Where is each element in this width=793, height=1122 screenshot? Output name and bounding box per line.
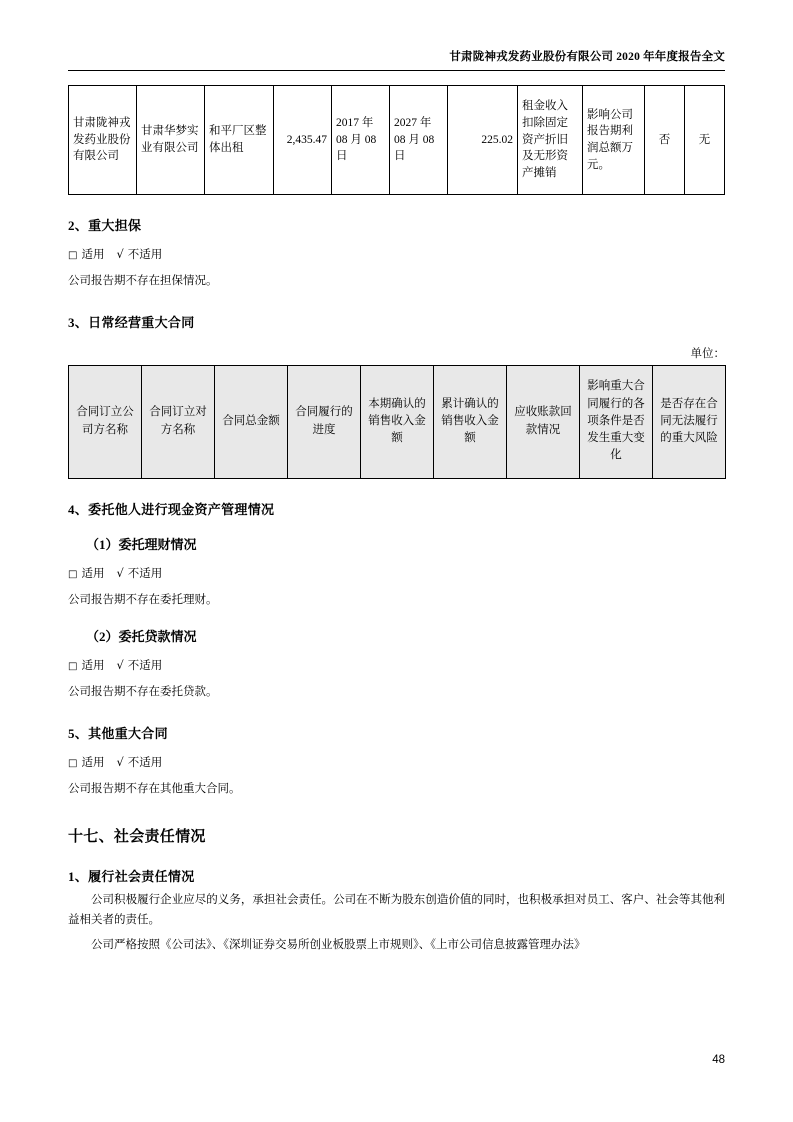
lease-end-date: 2027 年 08 月 08 日 bbox=[390, 86, 448, 195]
checkbox-empty-icon[interactable]: □ bbox=[68, 661, 78, 673]
oc-applicable-label: 适用 bbox=[81, 756, 105, 769]
section-title-other-contracts: 5、其他重大合同 bbox=[68, 725, 168, 741]
guarantee-applicable-label: 适用 bbox=[81, 249, 105, 261]
page-number: 48 bbox=[712, 1054, 725, 1066]
table-unit-label: 单位： bbox=[690, 347, 725, 360]
col-header-total-amount: 合同总金额 bbox=[215, 365, 288, 478]
col-header-condition-change: 影响重大合同履行的各项条件是否发生重大变化 bbox=[580, 365, 653, 478]
section-title-guarantee: 2、重大担保 bbox=[68, 218, 142, 233]
subsection-title-fulfilling-social-responsibility: 1、履行社会责任情况 bbox=[68, 869, 195, 885]
page-content bbox=[68, 48, 725, 956]
col-header-cumulative-revenue: 累计确认的销售收入金额 bbox=[434, 365, 507, 478]
checkbox-empty-icon[interactable]: □ bbox=[68, 250, 78, 261]
col-header-party-a: 合同订立公司方名称 bbox=[69, 365, 142, 478]
social-paragraph-2: 公司严格按照《公司法》、《深圳证券交易所创业板股票上市规则》、《上市公司信息披露管理办法》 bbox=[91, 939, 586, 952]
other-contracts-note: 公司报告期不存在其他重大合同。 bbox=[68, 782, 241, 795]
guarantee-not-applicable-label: 不适用 bbox=[127, 249, 163, 261]
header-divider bbox=[68, 70, 725, 71]
check-mark-icon[interactable]: √ bbox=[116, 247, 124, 261]
guarantee-note: 公司报告期不存在担保情况。 bbox=[68, 275, 218, 287]
check-mark-icon[interactable]: √ bbox=[116, 565, 124, 580]
lease-asset: 和平厂区整体出租 bbox=[205, 86, 274, 195]
lessor-name: 甘肃陇神戎发药业股份有限公司 bbox=[69, 86, 137, 195]
entrusted-loans-applicability bbox=[68, 657, 725, 673]
social-paragraph-1: 公司积极履行企业应尽的义务，承担社会责任。公司在不断为股东创造价值的同时，也积极承担对员工、客户、社会等其他利益相关者的责任。 bbox=[68, 894, 725, 926]
col-header-progress: 合同履行的进度 bbox=[288, 365, 361, 478]
income-basis: 租金收入扣除固定资产折旧及无形资产摊销 bbox=[518, 86, 583, 195]
subsection-title-wealth-management: （1）委托理财情况 bbox=[86, 536, 197, 552]
check-mark-icon[interactable]: √ bbox=[116, 658, 124, 673]
lease-income: 225.02 bbox=[448, 86, 518, 195]
lease-area: 2,435.47 bbox=[274, 86, 332, 195]
el-applicable-label: 适用 bbox=[81, 660, 105, 673]
entrusted-loans-note: 公司报告期不存在委托贷款。 bbox=[68, 686, 218, 699]
page-header-title: 甘肃陇神戎发药业股份有限公司 2020 年年度报告全文 bbox=[449, 51, 725, 63]
section-title-entrust: 4、委托他人进行现金资产管理情况 bbox=[68, 501, 275, 517]
section-title-daily-contracts: 3、日常经营重大合同 bbox=[68, 314, 195, 330]
lease-contract-table bbox=[68, 85, 725, 195]
daily-contracts-table bbox=[68, 365, 726, 479]
wm-applicable-label: 适用 bbox=[81, 567, 105, 580]
wealth-management-note: 公司报告期不存在委托理财。 bbox=[68, 593, 218, 606]
relationship: 无 bbox=[685, 86, 725, 195]
section-title-social-responsibility: 十七、社会责任情况 bbox=[68, 829, 206, 846]
check-mark-icon[interactable]: √ bbox=[116, 754, 124, 769]
profit-impact: 影响公司报告期利润总额万元。 bbox=[583, 86, 645, 195]
col-header-risk: 是否存在合同无法履行的重大风险 bbox=[653, 365, 726, 478]
lease-start-date: 2017 年 08 月 08 日 bbox=[332, 86, 390, 195]
table-row bbox=[69, 86, 725, 195]
subsection-title-entrusted-loans: （2）委托贷款情况 bbox=[86, 629, 197, 645]
wealth-management-applicability bbox=[68, 565, 725, 581]
oc-not-applicable-label: 不适用 bbox=[127, 756, 163, 769]
other-contracts-applicability bbox=[68, 754, 725, 770]
checkbox-empty-icon[interactable]: □ bbox=[68, 568, 78, 580]
wm-not-applicable-label: 不适用 bbox=[127, 567, 163, 580]
lessee-name: 甘肃华梦实业有限公司 bbox=[137, 86, 205, 195]
el-not-applicable-label: 不适用 bbox=[127, 660, 163, 673]
col-header-current-revenue: 本期确认的销售收入金额 bbox=[361, 365, 434, 478]
table-header-row bbox=[69, 365, 726, 478]
guarantee-applicability bbox=[68, 246, 725, 262]
checkbox-empty-icon[interactable]: □ bbox=[68, 757, 78, 769]
related-party-flag: 否 bbox=[645, 86, 685, 195]
col-header-party-b: 合同订立对方名称 bbox=[142, 365, 215, 478]
col-header-receivables: 应收账款回款情况 bbox=[507, 365, 580, 478]
